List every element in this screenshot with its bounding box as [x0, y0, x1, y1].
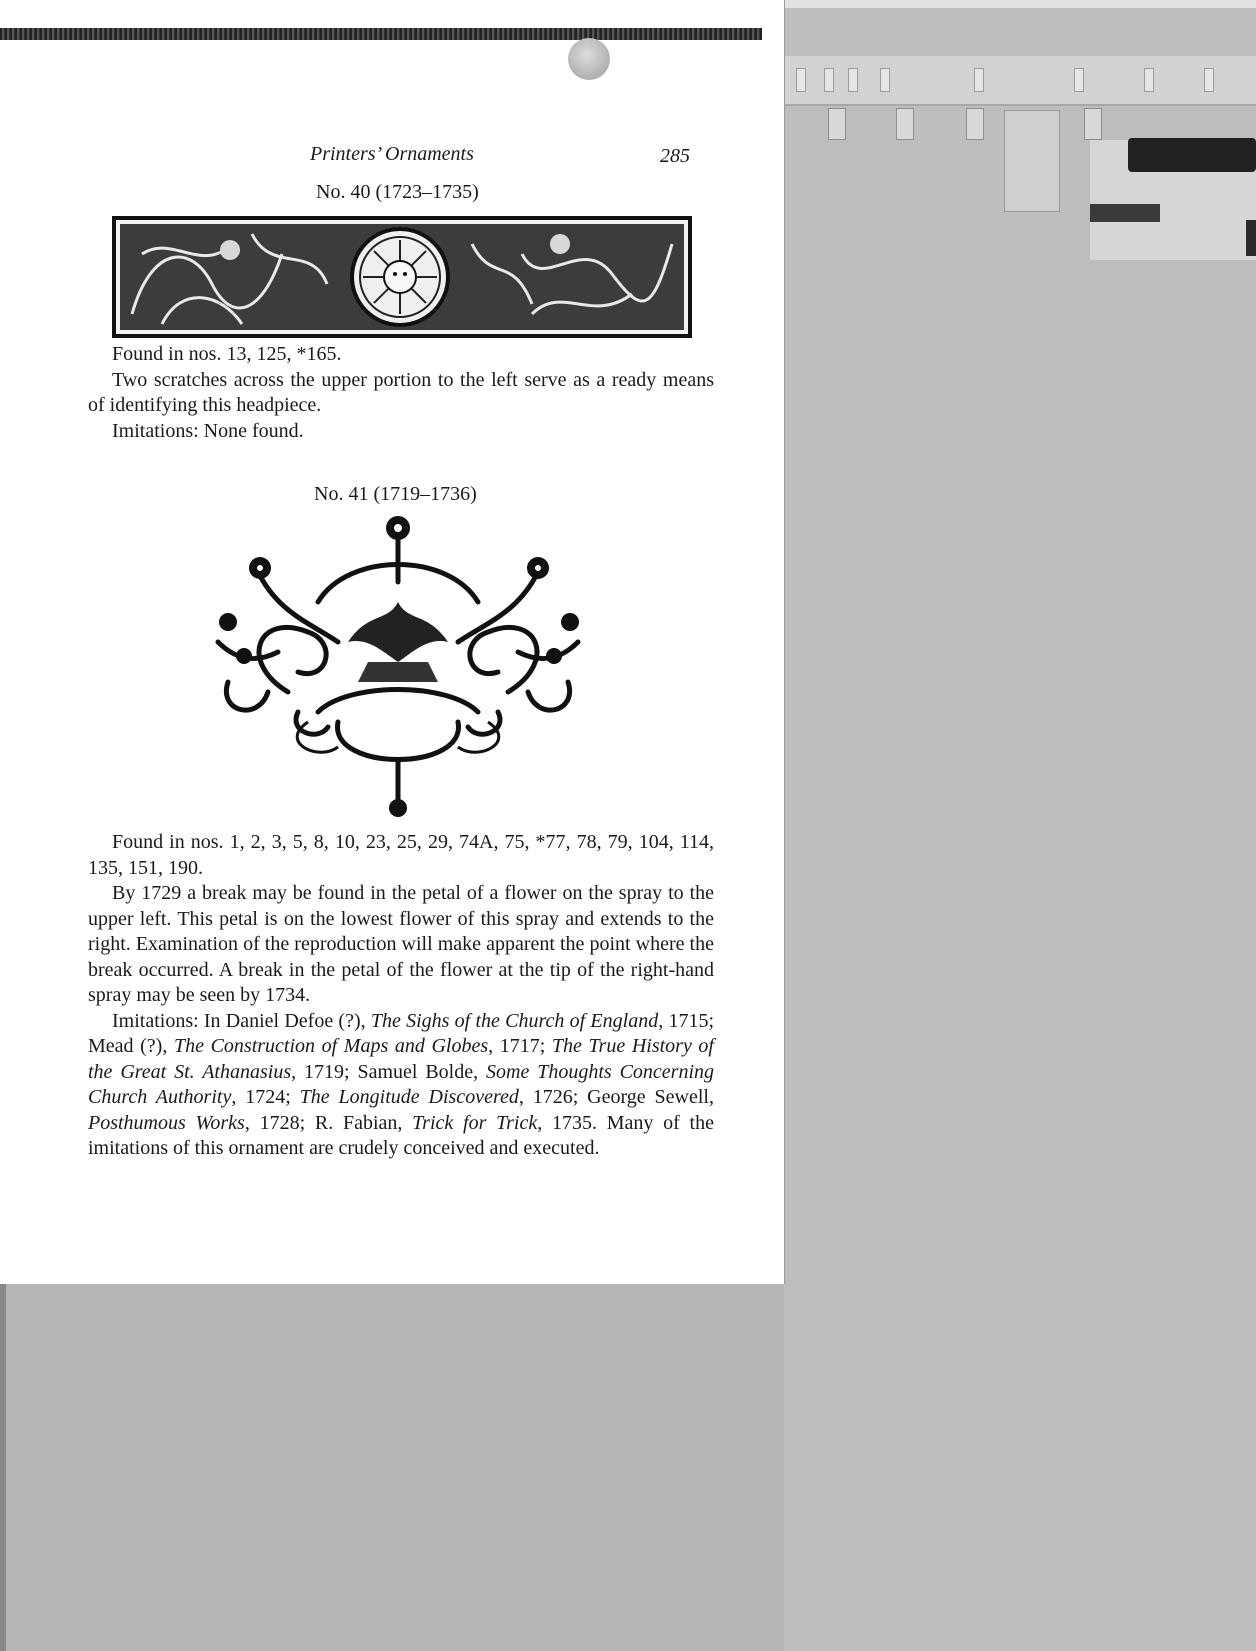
imitations-text: , 1719; Samuel Bolde, — [291, 1060, 487, 1083]
scanner-top-trim — [784, 0, 1256, 8]
ornament-41-note: By 1729 a break may be found in the petal of a flower on the spray to the upper left. This petal is on the lowest flower of this spray and extends to the right. Examination of the reproduction will make apparent the point where the break occurred. A break in the petal of the flower at the tip of the right-hand spray may be seen by 1734. — [88, 882, 714, 1006]
imitations-title: Trick for Trick — [412, 1111, 538, 1134]
scanner-bed-edge — [0, 1284, 6, 1651]
imitations-text: Imitations: In Daniel Defoe (?), — [112, 1009, 371, 1032]
scanner-hinge — [896, 108, 914, 140]
scanner-tab — [848, 68, 858, 92]
scanner-black-bar — [1090, 204, 1160, 222]
scanner-tab — [1204, 68, 1214, 92]
scanner-roller — [1128, 138, 1256, 172]
ornament-40-text — [88, 342, 714, 444]
imitations-text: , 1735. Many of the imitations of this ornament are crudely conceived and executed. — [88, 1111, 714, 1159]
imitations-title: Posthumous Works — [88, 1111, 245, 1134]
scanner-edge — [1246, 220, 1256, 256]
ornament-41-imitations — [88, 1009, 714, 1162]
scanner-tab — [974, 68, 984, 92]
scanner-hinge — [828, 108, 846, 140]
imitations-text: , 1726; George Sewell, — [518, 1086, 714, 1108]
imitations-title: The Construction of Maps and Globes — [173, 1035, 489, 1057]
scanner-hinge — [966, 108, 984, 140]
page-number: 285 — [660, 145, 690, 167]
ornament-41-caption: No. 41 (1719–1736) — [314, 483, 477, 505]
running-head: Printers’ Ornaments — [310, 143, 474, 165]
imitations-text: , 1715; Mead (?), — [88, 1009, 715, 1057]
scanner-tab — [880, 68, 890, 92]
ornament-41-found-in: Found in nos. 1, 2, 3, 5, 8, 10, 23, 25, 29, 74A, 75, *77, 78, 79, 104, 114, 135, 151, 190. — [88, 831, 714, 879]
scanner-bed — [0, 1284, 784, 1651]
phoenix-ornament-image — [198, 512, 600, 826]
imitations-text: , 1724; — [231, 1086, 300, 1108]
scanner-tab — [1144, 68, 1154, 92]
scanner-block — [1004, 110, 1060, 212]
ornament-40-imitations: Imitations: None found. — [112, 419, 304, 442]
scanner-hinge — [1084, 108, 1102, 140]
scanned-page — [0, 0, 785, 1284]
scanner-tab — [1074, 68, 1084, 92]
imitations-text: , 1717; — [488, 1035, 552, 1057]
ornament-41-text — [88, 830, 714, 1162]
page-torn-edge — [0, 28, 762, 40]
imitations-text: , 1728; R. Fabian, — [244, 1111, 413, 1134]
imitations-title: The Sighs of the Church of England — [370, 1009, 659, 1032]
punch-hole — [568, 38, 610, 80]
scanner-tab — [796, 68, 806, 92]
imitations-title: The Longitude Discovered — [299, 1086, 519, 1108]
ornament-40-found-in: Found in nos. 13, 125, *165. — [112, 343, 342, 365]
ornament-40-caption: No. 40 (1723–1735) — [316, 181, 479, 203]
imitations-title: The True History of the Great St. Athanasius — [88, 1035, 714, 1083]
ornament-40-note: Two scratches across the upper portion to the left serve as a ready means of identifying this headpiece. — [88, 368, 714, 416]
scanner-lid — [784, 0, 1256, 1651]
imitations-title: Some Thoughts Concerning Church Authority — [88, 1060, 715, 1108]
scanner-tab — [824, 68, 834, 92]
headpiece-ornament-image — [112, 214, 692, 340]
